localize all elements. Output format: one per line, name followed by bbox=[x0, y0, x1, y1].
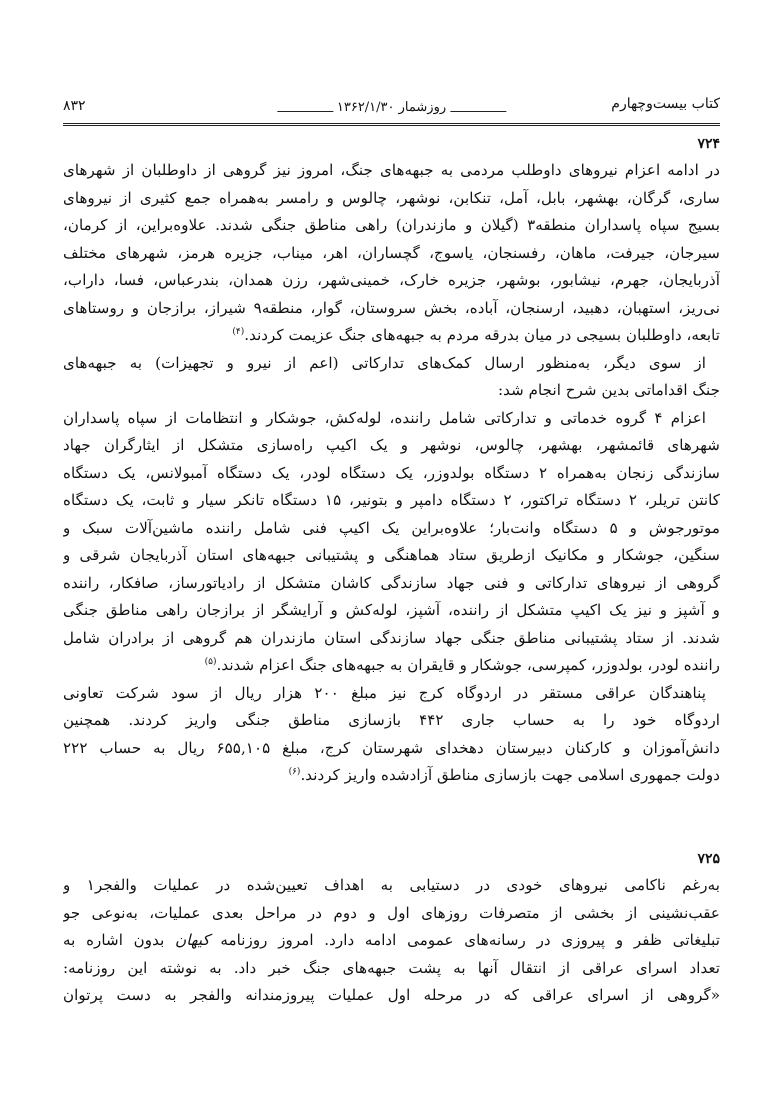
entry-number: ۷۲۴ bbox=[697, 136, 720, 152]
line-text: اردوگاه خود را به حساب جاری ۴۴۲ بازسازی مناطق جنگی واریز کردند. همچنین bbox=[63, 711, 720, 729]
line-text: سازندگی زنجان به‌همراه ۲ دستگاه بولدوزر، یک دستگاه لودر، یک دستگاه آمبولانس، یک دستگاه bbox=[63, 463, 720, 482]
line-text: ساری، گرگان، بهشهر، بابل، آمل، تنکابن، نوشهر، چالوس و رامسر به‌همراه جمع کثیری از نیروهای bbox=[63, 188, 720, 207]
line-text: نی‌ریز، استهبان، دهبید، ارسنجان، آباده، بخش سروستان، گوار، منطقه۹ شیراز، برازجان و روستاهای bbox=[63, 298, 720, 317]
line-text: راننده لودر، بولدوزر، کمپرسی، جوشکار و قایقران به جبهه‌های جنگ اعزام شدند. bbox=[216, 656, 720, 674]
newspaper-name: کیهان bbox=[175, 931, 210, 949]
page-header bbox=[63, 94, 720, 122]
entry-724 bbox=[63, 131, 720, 790]
line-text: عقب‌نشینی از بخشی از متصرفات روزهای اول و دوم در مراحل بعدی عملیات، به‌نوعی جو bbox=[63, 903, 720, 922]
line-text: و آشپز و نیز یک اکیپ متشکل از راننده، آشپز، لوله‌کش و آرایشگر از برازجان راهی مناطق جنگی bbox=[63, 601, 720, 619]
paragraph bbox=[63, 405, 720, 680]
text-line bbox=[63, 487, 720, 515]
text-line bbox=[63, 762, 720, 790]
text-line bbox=[63, 680, 720, 708]
line-text: شهرهای قائمشهر، بهشهر، چالوس، نوشهر و یک اکیپ راه‌سازی متشکل از ایثارگران جهاد bbox=[63, 436, 720, 454]
line-text: به‌رغم ناکامی نیروهای خودی در دستیابی به اهداف تعیین‌شده در عملیات والفجر۱ و bbox=[63, 876, 720, 894]
text-line bbox=[63, 212, 720, 240]
paragraph bbox=[63, 680, 720, 790]
footnote-reference: (۴) bbox=[232, 326, 245, 337]
date-label-group bbox=[277, 100, 506, 115]
line-text: کانتن تریلر، ۲ دستگاه تراکتور، ۲ دستگاه دامپر و بتونیر، ۱۵ دستگاه تانکر سیار و ثابت، یک دستگاه bbox=[63, 491, 720, 509]
text-line bbox=[63, 625, 720, 653]
text-line bbox=[63, 267, 720, 295]
entry-725 bbox=[63, 846, 720, 1010]
footnote-reference: (۵) bbox=[204, 656, 217, 667]
text-line bbox=[63, 377, 720, 405]
line-text: سنگین، جوشکار و مکانیک ازطریق ستاد هماهنگی و پشتیبانی جبهه‌های استان آذربایجان شرقی و bbox=[63, 546, 720, 564]
text-line bbox=[63, 872, 720, 900]
divider bbox=[277, 111, 333, 112]
text-line bbox=[63, 955, 720, 983]
paragraph bbox=[63, 872, 720, 1010]
line-text: دولت جمهوری اسلامی جهت بازسازی مناطق آزادشده واریز کردند. bbox=[300, 766, 720, 784]
text-line bbox=[63, 900, 720, 928]
header-rule bbox=[63, 123, 720, 126]
line-text: جنگ اقداماتی بدین شرح انجام شد: bbox=[497, 381, 720, 399]
text-line bbox=[63, 707, 720, 735]
paragraph bbox=[63, 350, 720, 405]
line-text: «گروهی از اسرای عراقی که در مرحله اول عملیات پیروزمندانه والفجر به دست پرتوان bbox=[63, 986, 720, 1004]
text-line bbox=[63, 322, 720, 350]
line-text: دانش‌آموزان و کارکنان دبیرستان دهخدای شهرستان کرج، مبلغ ۶۵۵,۱۰۵ ریال به حساب ۲۲۲ bbox=[63, 738, 720, 757]
line-text: اعزام ۴ گروه خدماتی و تدارکاتی شامل راننده، لوله‌کش، جوشکار و انتظامات از سپاه پاسداران bbox=[63, 408, 706, 427]
text-line bbox=[63, 460, 720, 488]
line-text: تعداد اسرای عراقی از انتقال آنها به پشت جبهه‌های جنگ خبر داد. به نوشته این روزنامه: bbox=[63, 958, 720, 977]
line-text: تبلیغاتی ظفر و پیروزی در رسانه‌های عمومی ادامه دارد. امروز روزنامه bbox=[209, 931, 720, 949]
text-line bbox=[63, 295, 720, 323]
date-label: روزشمار ۱۳۶۲/۱/۳۰ bbox=[336, 100, 447, 115]
text-line bbox=[63, 597, 720, 625]
line-text: از سوی دیگر، به‌منظور ارسال کمک‌های تدارکاتی (اعم از نیرو و تجهیزات) به جبهه‌های bbox=[63, 353, 706, 372]
text-line bbox=[63, 982, 720, 1010]
text-line bbox=[63, 515, 720, 543]
text-line bbox=[63, 735, 720, 763]
page-number: ۸۳۲ bbox=[63, 98, 86, 114]
line-text: سیرجان، جیرفت، ماهان، رفسنجان، یاسوج، گچساران، اهر، میناب، جزیره هرمز، شهرهای مختلف bbox=[63, 243, 720, 262]
paragraph bbox=[63, 157, 720, 350]
line-text: بسیج سپاه پاسداران منطقه۳ (گیلان و مازندران) راهی مناطق جنگی شدند. علاوه‌براین، از کرمان، bbox=[63, 216, 720, 234]
text-line bbox=[63, 350, 720, 378]
text-line bbox=[63, 405, 720, 433]
line-text: شدند. از ستاد پشتیبانی مناطق جنگی جهاد سازندگی استان مازندران هم گروهی از برادران شامل bbox=[63, 628, 720, 647]
line-text: آذربایجان، جهرم، نیشابور، بوشهر، جزیره خارک، خمینی‌شهر، رزن همدان، بندرعباس، فسا، داراب، bbox=[63, 271, 720, 289]
line-text: موتورجوش و ۵ دستگاه وانت‌بار؛ علاوه‌براین یک اکیپ فنی شامل راننده ماشین‌آلات سبک و bbox=[63, 518, 720, 537]
line-text: تابعه، داوطلبان بسیجی در میان بدرقه مردم به جبهه‌های جنگ عزیمت کردند. bbox=[244, 326, 720, 344]
book-title: کتاب بیست‌وچهارم bbox=[611, 96, 720, 112]
text-line bbox=[63, 542, 720, 570]
text-line bbox=[63, 652, 720, 680]
line-text: بدون اشاره به bbox=[63, 931, 176, 949]
text-line bbox=[63, 432, 720, 460]
divider bbox=[450, 111, 506, 112]
entry-number: ۷۲۵ bbox=[697, 851, 720, 867]
text-line bbox=[63, 927, 720, 955]
line-text: در ادامه اعزام نیروهای داوطلب مردمی به جبهه‌های جنگ، امروز نیز گروهی از داوطلبان از شهرهای bbox=[63, 161, 720, 179]
line-text: گروهی از نیروهای تدارکاتی و فنی جهاد سازندگی کاشان متشکل از رادیاتورساز، صافکار، راننده bbox=[63, 573, 720, 592]
text-line bbox=[63, 240, 720, 268]
text-line bbox=[63, 185, 720, 213]
footnote-reference: (۶) bbox=[288, 766, 301, 777]
text-line bbox=[63, 570, 720, 598]
line-text: پناهندگان عراقی مستقر در اردوگاه کرج نیز مبلغ ۲۰۰ هزار ریال از سود شرکت تعاونی bbox=[63, 683, 706, 702]
text-line bbox=[63, 157, 720, 185]
